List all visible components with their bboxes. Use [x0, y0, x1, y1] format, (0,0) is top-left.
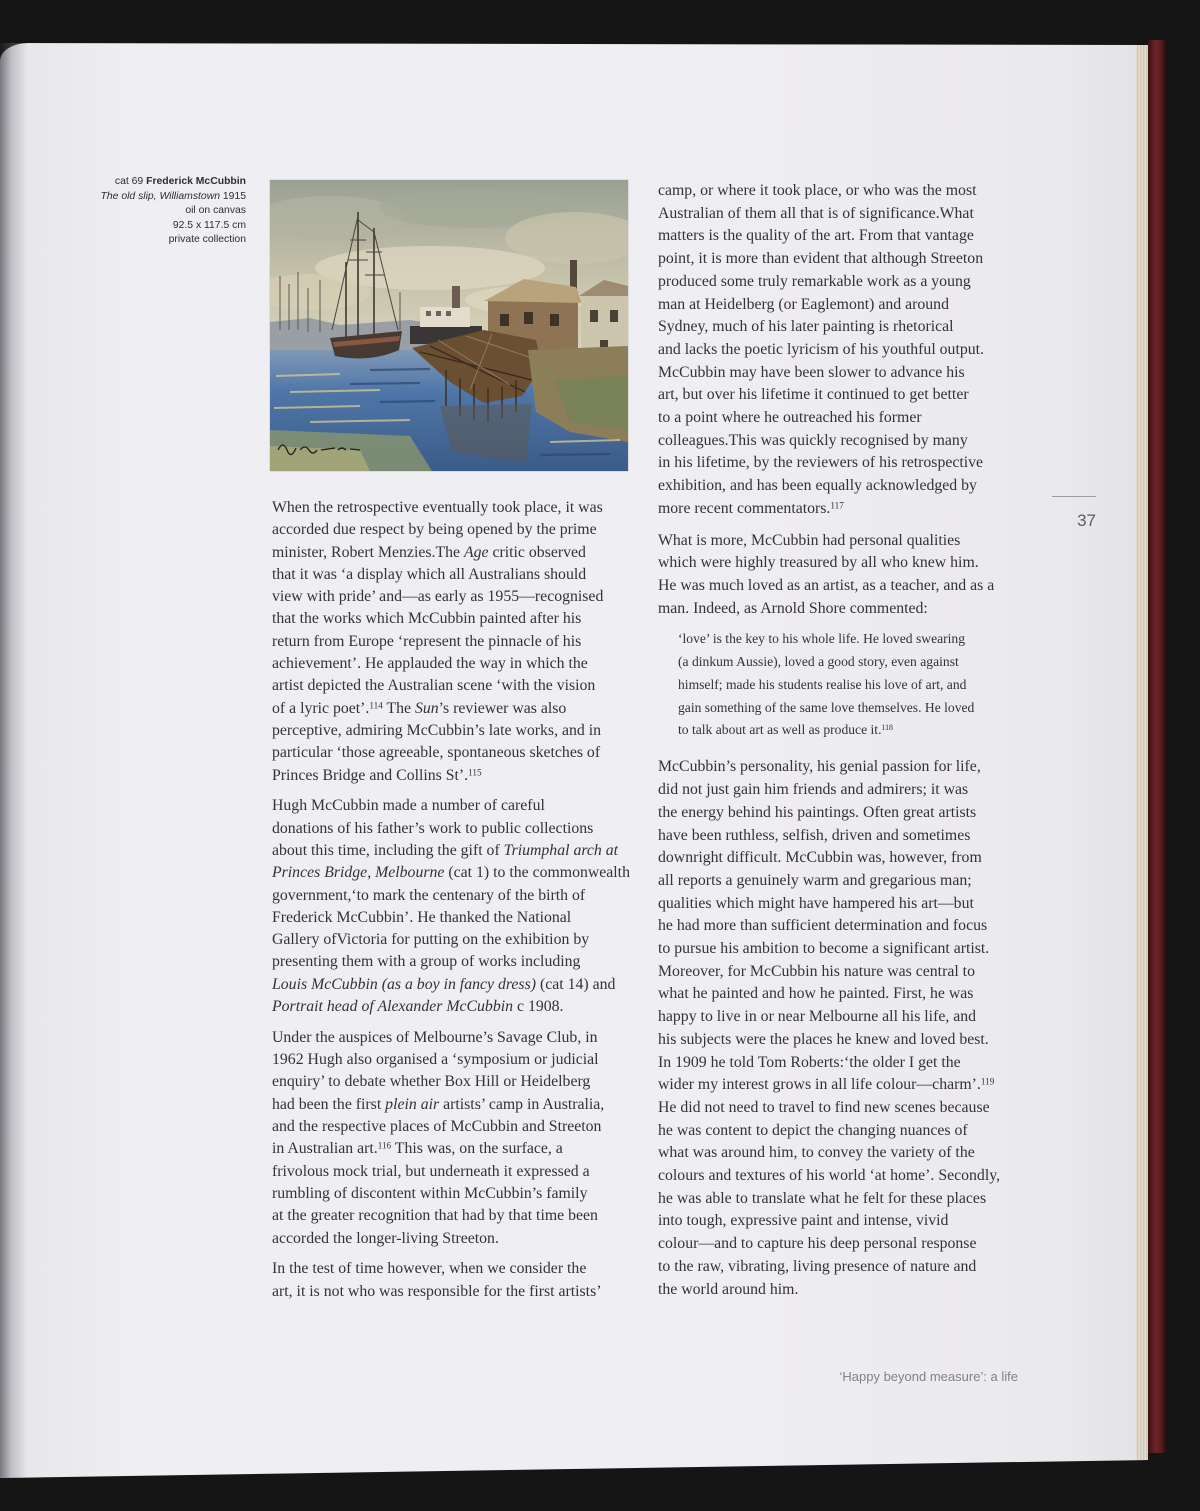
- text-line: presenting them with a group of works including: [272, 953, 581, 971]
- text-line: colour—and to capture his deep personal response: [658, 1235, 977, 1253]
- text-line: enquiry’ to debate whether Box Hill or Heidelberg: [272, 1073, 591, 1091]
- text-line: ‘love’ is the key to his whole life. He loved swearing: [678, 631, 966, 647]
- text-run: of a lyric poet’.: [272, 699, 370, 717]
- book-cover-edge: [1148, 40, 1166, 1453]
- text-line: rumbling of discontent within McCubbin’s family: [272, 1184, 588, 1202]
- text-line: Gallery ofVictoria for putting on the exhibition by: [272, 931, 590, 949]
- text-line: Hugh McCubbin made a number of careful: [272, 797, 545, 815]
- text-line: into tough, expressive paint and intense, vivid: [658, 1212, 949, 1230]
- text-line: [272, 698, 634, 720]
- text-line: Frederick McCubbin’. He thanked the National: [272, 908, 572, 926]
- text-line: art, it is not who was responsible for the first artists’: [272, 1282, 602, 1300]
- text-line: gain something of the same love themselves. He loved: [678, 699, 975, 715]
- footnote-ref: 119: [980, 1076, 995, 1087]
- text-run: more recent commentators.: [658, 499, 831, 517]
- page-number: 37: [1077, 511, 1096, 530]
- text-line: that the works which McCubbin painted after his: [272, 610, 582, 628]
- text-line: He did not need to travel to find new scenes because: [658, 1098, 990, 1116]
- text-line: and the respective places of McCubbin and Streeton: [272, 1118, 602, 1136]
- text-line: frivolous mock trial, but underneath it expressed a: [272, 1162, 590, 1180]
- text-run: Princes Bridge and Collins St’.: [272, 766, 469, 784]
- page-number-rule: [1052, 496, 1096, 497]
- text-line: What is more, McCubbin had personal qualities: [658, 531, 961, 549]
- italic-text: Sun: [414, 699, 439, 717]
- text-line: to pursue his ambition to become a significant artist.: [658, 940, 990, 958]
- italic-text: Princes Bridge, Melbourne: [272, 864, 445, 882]
- text-run: (cat 14) and: [536, 975, 616, 993]
- text-line: colours and textures of his world ‘at home’. Secondly,: [658, 1167, 1001, 1185]
- text-line: man. Indeed, as Arnold Shore commented:: [658, 599, 928, 617]
- body-paragraph: [658, 530, 1020, 621]
- text-line: [272, 542, 634, 564]
- text-run: ’s reviewer was also: [438, 699, 567, 717]
- text-line: government,‘to mark the centenary of the birth of: [272, 886, 586, 904]
- text-line: achievement’. He applauded the way in which the: [272, 655, 588, 673]
- body-paragraph: [272, 795, 634, 1018]
- text-line: camp, or where it took place, or who was the most: [658, 182, 977, 199]
- painting-reproduction: [270, 180, 628, 471]
- body-paragraph: [272, 1258, 634, 1303]
- text-run: artists’ camp in Australia,: [439, 1095, 605, 1113]
- text-line: Australian of them all that is of significance.What: [658, 204, 974, 222]
- footnote-ref: 117: [830, 500, 844, 511]
- text-line: view with pride’ and—as early as 1955—recognised: [272, 588, 604, 606]
- text-line: McCubbin may have been slower to advance his: [658, 363, 965, 381]
- text-line: in his lifetime, by the reviewers of his retrospective: [658, 454, 984, 472]
- text-line: [678, 719, 1020, 742]
- text-line: that it was ‘a display which all Australians should: [272, 565, 587, 583]
- text-line: he was content to depict the changing nuances of: [658, 1121, 968, 1139]
- text-line: happy to live in or near Melbourne all his life, and: [658, 1008, 977, 1026]
- text-line: perceptive, admiring McCubbin’s late works, and in: [272, 721, 602, 739]
- block-quote: [658, 628, 1020, 742]
- text-line: donations of his father’s work to public collections: [272, 819, 594, 837]
- italic-text: Triumphal arch at: [503, 841, 619, 859]
- text-line: to the raw, vibrating, living presence of nature and: [658, 1257, 977, 1275]
- body-paragraph: [272, 1027, 634, 1250]
- italic-text: Portrait head of Alexander McCubbin: [272, 998, 514, 1016]
- text-run: wider my interest grows in all life colour—charm’.: [658, 1076, 981, 1094]
- text-line: which were highly treasured by all who knew him.: [658, 554, 979, 572]
- text-run: The: [382, 699, 415, 717]
- text-line: man at Heidelberg (or Eaglemont) and around: [658, 295, 949, 313]
- text-line: his subjects were the places he knew and loved best.: [658, 1030, 989, 1048]
- artwork-title: The old slip, Williamstown: [100, 190, 220, 202]
- text-line: and lacks the poetic lyricism of his youthful output.: [658, 340, 984, 358]
- text-line: exhibition, and has been equally acknowledged by: [658, 477, 977, 495]
- text-line: In 1909 he told Tom Roberts:‘the older I get the: [658, 1053, 961, 1071]
- caption-title-line: [0, 190, 246, 205]
- text-line: himself; made his students realise his love of art, and: [678, 676, 967, 692]
- footnote-ref: 116: [377, 1140, 392, 1151]
- text-line: [272, 1138, 634, 1160]
- text-run: minister, Robert Menzies.The: [272, 543, 464, 561]
- text-line: [658, 1074, 1020, 1097]
- text-line: artist depicted the Australian scene ‘with the vision: [272, 677, 596, 695]
- text-run: had been the first: [272, 1095, 386, 1113]
- text-run: about this time, including the gift of: [272, 841, 504, 859]
- artwork-year: 1915: [222, 190, 246, 202]
- text-run: c 1908.: [513, 998, 564, 1016]
- text-line: 1962 Hugh also organised a ‘symposium or judicial: [272, 1051, 599, 1069]
- text-run: (cat 1) to the commonwealth: [444, 864, 630, 882]
- text-line: matters is the quality of the art. From that vantage: [658, 227, 974, 245]
- body-paragraph: [272, 497, 634, 787]
- text-line: [272, 1094, 634, 1116]
- text-line: (a dinkum Aussie), loved a good story, even against: [678, 654, 959, 670]
- footnote-ref: 114: [369, 700, 383, 711]
- text-line: colleagues.This was quickly recognised by many: [658, 431, 968, 449]
- text-line: particular ‘those agreeable, spontaneous sketches of: [272, 744, 601, 762]
- text-line: [272, 996, 634, 1018]
- text-line: produced some truly remarkable work as a young: [658, 272, 971, 290]
- text-line: qualities which might have hampered his art—but: [658, 894, 974, 912]
- text-line: When the retrospective eventually took place, it was: [272, 499, 603, 516]
- text-line: [272, 862, 634, 884]
- text-run: critic observed: [488, 543, 586, 561]
- text-line: at the greater recognition that had by that time been: [272, 1207, 598, 1225]
- text-line: McCubbin’s personality, his genial passion for life,: [658, 758, 981, 776]
- text-run: in Australian art.: [272, 1140, 378, 1158]
- text-line: Sydney, much of his later painting is rhetorical: [658, 318, 954, 336]
- caption-catalogue-line: [0, 175, 246, 190]
- text-line: have been ruthless, selfish, driven and sometimes: [658, 826, 971, 844]
- text-line: he had more than sufficient determination and focus: [658, 917, 988, 935]
- artwork-dimensions: 92.5 x 117.5 cm: [172, 219, 246, 231]
- text-line: Under the auspices of Melbourne’s Savage Club, in: [272, 1028, 598, 1046]
- body-paragraph: [658, 756, 1020, 1301]
- left-text-column: [272, 497, 634, 1303]
- right-text-column: [658, 180, 1020, 1301]
- text-line: return from Europe ‘represent the pinnacle of his: [272, 632, 582, 650]
- text-line: what was around him, to convey the variety of the: [658, 1144, 975, 1162]
- text-line: downright difficult. McCubbin was, however, from: [658, 849, 982, 867]
- text-line: [272, 840, 634, 862]
- text-line: point, it is more than evident that although Streeton: [658, 250, 984, 268]
- text-line: the world around him.: [658, 1280, 799, 1298]
- text-line: [272, 765, 634, 787]
- artwork-collection: private collection: [168, 234, 246, 246]
- footnote-ref: 115: [468, 766, 482, 777]
- harbour-painting-image: [270, 180, 628, 471]
- text-run: This was, on the surface, a: [391, 1140, 563, 1158]
- text-line: accorded the longer-living Streeton.: [272, 1229, 499, 1247]
- text-line: [658, 498, 1020, 521]
- italic-text: Louis McCubbin (as a boy in fancy dress): [272, 975, 536, 993]
- text-line: to a point where he outreached his former: [658, 409, 922, 427]
- text-line: [272, 974, 634, 996]
- text-line: what he painted and how he painted. First, he was: [658, 985, 974, 1003]
- text-line: art, but over his lifetime it continued to get better: [658, 386, 969, 404]
- gutter-shadow: [0, 43, 46, 1478]
- text-line: Moreover, for McCubbin his nature was central to: [658, 962, 975, 980]
- text-line: He was much loved as an artist, as a teacher, and as a: [658, 576, 995, 594]
- text-line: did not just gain him friends and admirers; it was: [658, 781, 969, 799]
- text-line: the energy behind his paintings. Often great artists: [658, 803, 977, 821]
- body-paragraph: [658, 180, 1020, 521]
- page-block-edges: [1136, 45, 1148, 1460]
- artwork-caption: [0, 175, 246, 248]
- text-line: In the test of time however, when we consider the: [272, 1260, 587, 1278]
- text-run: to talk about art as well as produce it.: [678, 722, 882, 738]
- text-line: all reports a genuinely warm and gregarious man;: [658, 871, 972, 889]
- catalogue-number: cat 69: [114, 176, 144, 187]
- artist-name: Frederick McCubbin: [146, 176, 246, 187]
- text-line: accorded due respect by being opened by the prime: [272, 521, 597, 539]
- footnote-ref: 118: [881, 723, 893, 733]
- running-footer: ‘Happy beyond measure’: a life: [839, 1369, 1018, 1384]
- text-line: he was able to translate what he felt for these places: [658, 1189, 987, 1207]
- italic-text: Age: [463, 543, 489, 561]
- artwork-medium: oil on canvas: [185, 205, 246, 217]
- italic-text: plein air: [385, 1095, 440, 1113]
